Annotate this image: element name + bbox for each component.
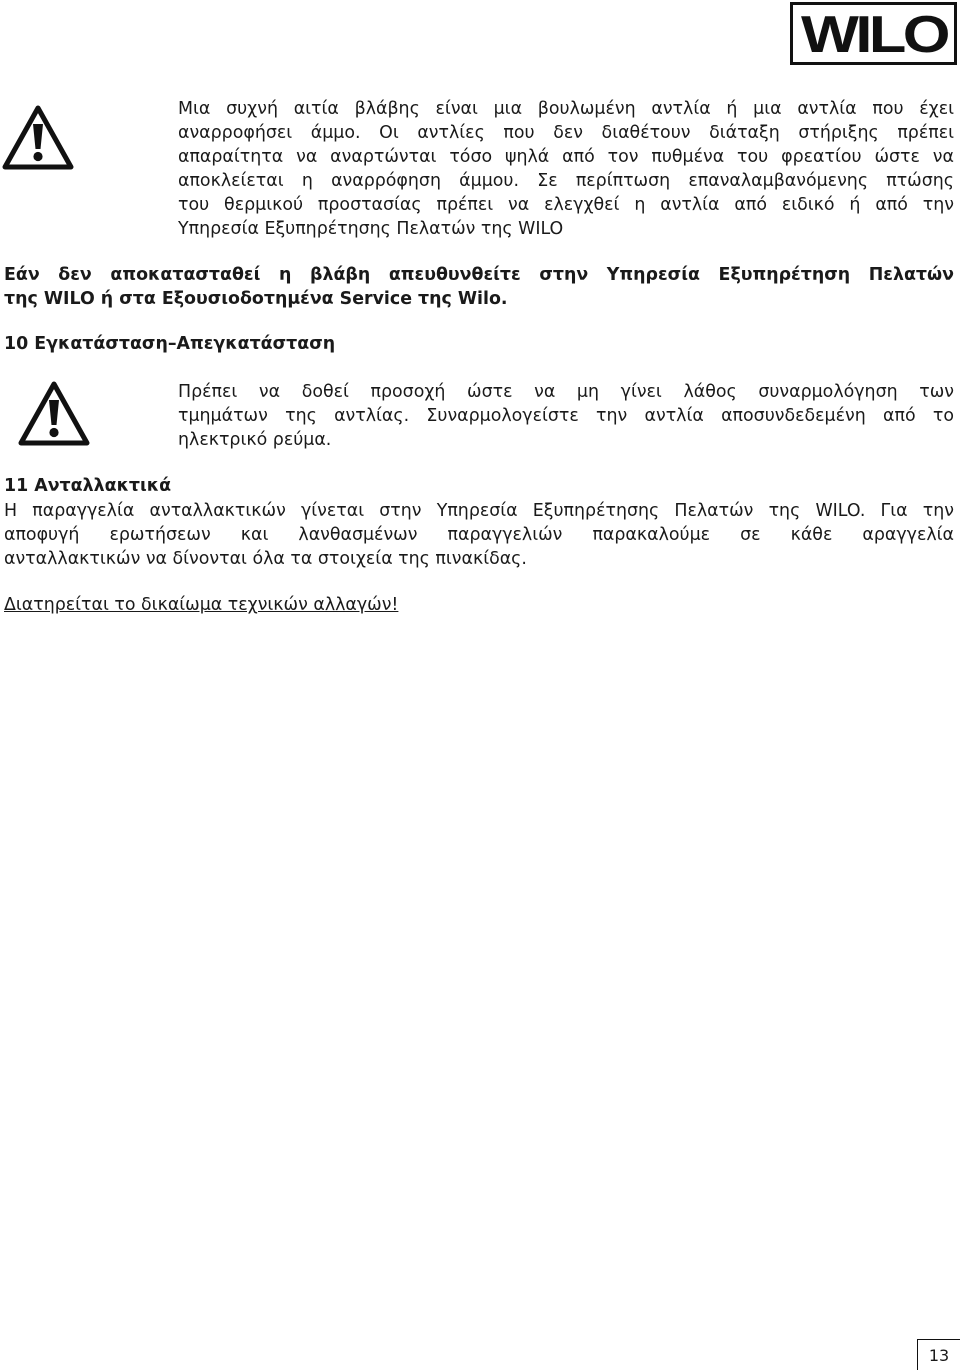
svg-text:WILO: WILO: [800, 9, 949, 58]
text-line: Η παραγγελία ανταλλακτικών γίνεται στην Υπηρεσία Εξυπηρέτησης Πελατών της WILO. Για την: [4, 501, 954, 521]
text-line: αποφυγή ερωτήσεων και λανθασμένων παραγγελιών παρακαλούμε σε κάθε αραγγελία: [4, 525, 954, 546]
pump-fault-paragraph: [178, 97, 954, 242]
text-line: αναρροφήσει άμμο. Οι αντλίες που δεν διαθέτουν διάταξη στήριξης πρέπει: [178, 123, 954, 144]
section-11-heading: 11 Ανταλλακτικά: [4, 476, 172, 496]
text-line: της WILO ή στα Εξουσιοδοτημένα Service της Wilo.: [4, 289, 508, 310]
warning-triangle-icon: [18, 380, 90, 446]
wilo-logo: [790, 2, 957, 65]
technical-changes-note: Διατηρείται το δικαίωμα τεχνικών αλλαγών!: [4, 595, 399, 615]
text-line: Υπηρεσία Εξυπηρέτησης Πελατών της WILO: [178, 219, 564, 240]
text-line: αποκλείεται η αναρρόφηση άμμου. Σε περίπτωση επαναλαμβανόμενης πτώσης: [178, 171, 954, 192]
text-line: ηλεκτρικό ρεύμα.: [178, 430, 332, 451]
text-line: Μια συχνή αιτία βλάβης είναι μια βουλωμένη αντλία ή μια αντλία που έχει: [178, 99, 954, 119]
text-line: ανταλλακτικών να δίνονται όλα τα στοιχεία της πινακίδας.: [4, 549, 527, 570]
text-line: τμημάτων της αντλίας. Συναρμολογείστε την αντλία αποσυνδεδεμένη από το: [178, 406, 954, 427]
service-notice: [4, 263, 954, 311]
spare-parts-paragraph: [4, 499, 954, 571]
warning-triangle-icon: [2, 104, 74, 170]
text-line: του θερμικού προστασίας πρέπει να ελεγχθεί η αντλία από ειδικό ή από την: [178, 195, 954, 216]
wilo-logo-mark: [799, 10, 949, 58]
page-number: 13: [917, 1339, 960, 1370]
text-line: Εάν δεν αποκατασταθεί η βλάβη απευθυνθείτε στην Υπηρεσία Εξυπηρέτηση Πελατών: [4, 265, 954, 285]
text-line: Πρέπει να δοθεί προσοχή ώστε να μη γίνει λάθος συναρμολόγηση των: [178, 382, 954, 402]
installation-paragraph: [178, 380, 954, 452]
text-line: απαραίτητα να αναρτώνται τόσο ψηλά από τον πυθμένα του φρεατίου ώστε να: [178, 147, 954, 168]
section-10-heading: 10 Εγκατάσταση–Απεγκατάσταση: [4, 334, 336, 354]
